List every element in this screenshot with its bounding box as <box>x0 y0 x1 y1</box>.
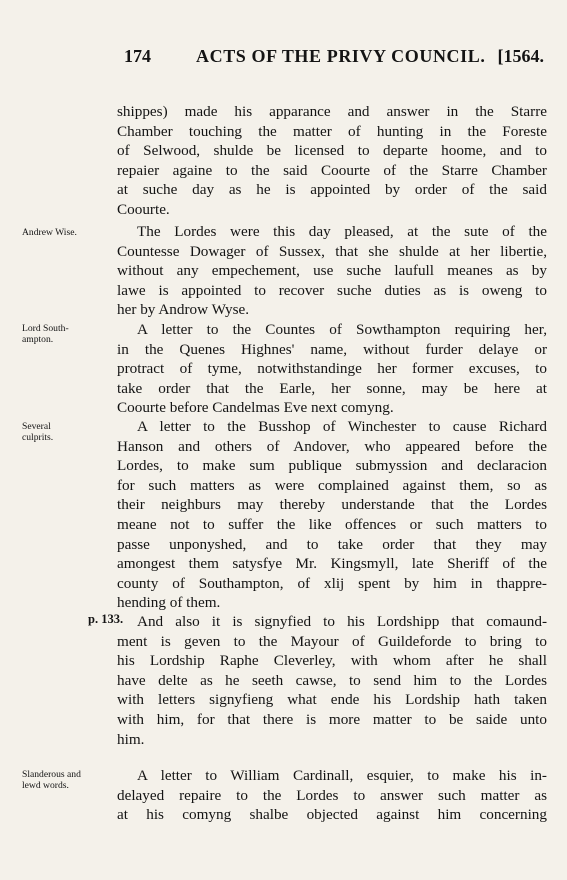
text-line: Coourte. <box>117 200 170 218</box>
text-line: A letter to William Cardinall, esquier, to make his in- <box>137 767 547 784</box>
paragraph-several-culprits <box>117 417 547 613</box>
text-line: ment is geven to the Mayour of Guildeforde to bring to <box>117 632 547 650</box>
text-line: shippes) made his apparance and answer in the Starre <box>117 103 547 120</box>
text-line: lawe is appointed to recover suche duties as is oweng to <box>117 281 547 299</box>
margin-note-line: Several <box>22 421 51 432</box>
page-number: 174 <box>124 46 151 66</box>
text-line: without any empechement, use suche laufull meanes as by <box>117 262 547 280</box>
text-line: take order that the Earle, her sonne, may be here at <box>117 379 547 397</box>
text-line: at his comyng shalbe objected against him concerning <box>117 806 547 824</box>
paragraph-continuation <box>117 102 547 220</box>
text-line: repaier againe to the said Coourte of the Starre Chamber <box>117 161 547 179</box>
text-line: hending of them. <box>117 594 221 612</box>
margin-note-line: Andrew Wise. <box>22 227 77 238</box>
year-label: [1564. <box>497 46 544 66</box>
text-line: Coourte before Candelmas Eve next comyng. <box>117 399 394 417</box>
text-line: Countesse Dowager of Sussex, that she shulde at her libertie, <box>117 242 547 260</box>
paragraph-guildeforde <box>117 612 547 749</box>
margin-note-line: Slanderous and <box>22 769 81 780</box>
text-line: their neighburs may thereby understande that the Lordes <box>117 496 547 514</box>
text-line: And also it is signyfied to his Lordshipp that comaund- <box>137 613 547 630</box>
text-line: A letter to the Busshop of Winchester to cause Richard <box>137 418 547 435</box>
text-line: have delte as he seeth cawse, to send him to the Lordes <box>117 671 547 689</box>
text-line: in the Quenes Highnes' name, without furder delaye or <box>117 340 547 358</box>
text-line: passe unponyshed, and to take order that they may <box>117 535 547 553</box>
margin-note-line: lewd words. <box>22 780 69 791</box>
text-line: delayed repaire to the Lordes to answer such matter as <box>117 786 547 804</box>
page-reference: p. 133. <box>88 612 124 626</box>
margin-note-several-culprits <box>22 421 120 443</box>
paragraph-andrew-wise <box>117 222 547 320</box>
margin-note-slanderous-words <box>22 769 120 791</box>
paragraph-lord-southampton <box>117 320 547 418</box>
text-line: amongest them satysfye Mr. Kingsmyll, late Sheriff of the <box>117 555 547 573</box>
margin-note-andrew-wise <box>22 227 120 238</box>
margin-note-line: Lord South- <box>22 323 69 334</box>
running-title: ACTS OF THE PRIVY COUNCIL. <box>196 46 486 66</box>
text-line: The Lordes were this day pleased, at the sute of the <box>137 223 547 240</box>
text-line: with letters signyfieng what ende his Lordship hath taken <box>117 691 547 709</box>
text-line: her by Androw Wyse. <box>117 301 250 319</box>
text-line: protract of tyme, notwithstandinge her former excuses, to <box>117 360 547 378</box>
text-line: Lordes, to make sum publique submyssion and declaracion <box>117 457 547 475</box>
text-line: with him, for that there is more matter to be saide unto <box>117 710 547 728</box>
text-line: at suche day as he is appointed by order of the said <box>117 181 547 199</box>
running-header <box>118 46 544 72</box>
text-line: county of Southampton, of xlij spent by him in thappre- <box>117 574 547 592</box>
text-line: him. <box>117 730 145 748</box>
text-line: of Selwood, shulde be licensed to departe hoome, and to <box>117 142 547 160</box>
margin-note-lord-southampton <box>22 323 120 345</box>
margin-note-line: ampton. <box>22 334 54 345</box>
text-line: meane not to suffer the like offences or such matters to <box>117 515 547 533</box>
text-line: Hanson and others of Andover, who appeared before the <box>117 437 547 455</box>
text-line: Chamber touching the matter of hunting in the Foreste <box>117 122 547 140</box>
text-line: A letter to the Countes of Sowthampton requiring her, <box>137 321 547 338</box>
paragraph-cardinall <box>117 766 547 825</box>
text-line: for such matters as were complained against them, so as <box>117 476 547 494</box>
margin-note-line: culprits. <box>22 432 54 443</box>
text-line: his Lordship Raphe Cleverley, with whom after he shall <box>117 652 547 670</box>
